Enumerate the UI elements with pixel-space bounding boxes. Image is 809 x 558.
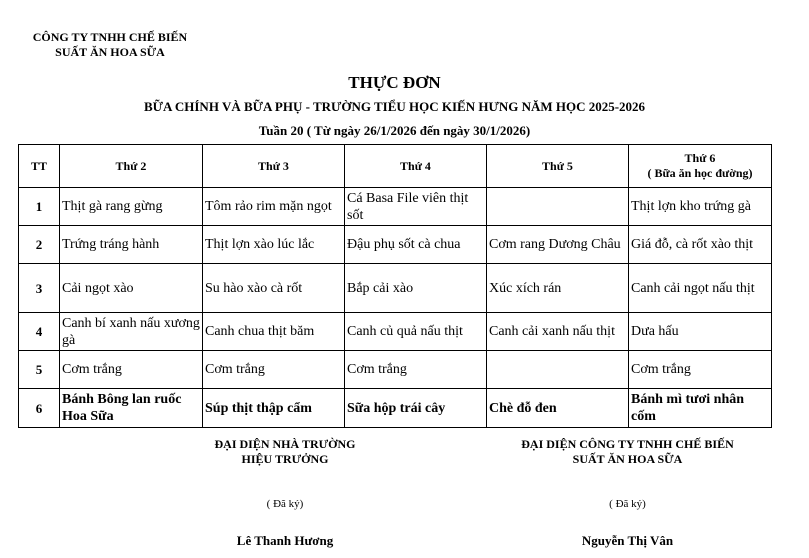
signature-school-line-2: HIỆU TRƯỞNG bbox=[241, 452, 329, 466]
cell-thu-2: Canh bí xanh nấu xương gà bbox=[60, 313, 203, 351]
signature-company-line-2: SUẤT ĂN HOA SỮA bbox=[572, 452, 683, 466]
cell-thu-3: Súp thịt thập cẩm bbox=[203, 389, 345, 428]
signature-company-name: Nguyễn Thị Vân bbox=[581, 533, 674, 548]
cell-thu-6: Giá đỗ, cà rốt xào thịt bbox=[629, 226, 772, 264]
table-row bbox=[19, 351, 772, 389]
cell-thu-4: Sữa hộp trái cây bbox=[345, 389, 487, 428]
company-name bbox=[10, 30, 210, 60]
cell-thu-6: Thịt lợn kho trứng gà bbox=[629, 188, 772, 226]
cell-thu-4: Canh củ quả nấu thịt bbox=[345, 313, 487, 351]
header-thu-5: Thứ 5 bbox=[487, 145, 629, 188]
table-row bbox=[19, 188, 772, 226]
week-range: Tuần 20 ( Từ ngày 26/1/2026 đến ngày 30/1/2026) bbox=[258, 123, 531, 138]
cell-thu-5: Cơm rang Dương Châu bbox=[487, 226, 629, 264]
header-thu-2: Thứ 2 bbox=[60, 145, 203, 188]
cell-thu-5: Chè đỗ đen bbox=[487, 389, 629, 428]
signature-school bbox=[170, 437, 400, 548]
row-number: 3 bbox=[19, 264, 60, 313]
menu-table bbox=[18, 144, 772, 428]
company-line-1: CÔNG TY TNHH CHẾ BIẾN bbox=[32, 30, 188, 44]
table-row bbox=[19, 313, 772, 351]
signature-company-line-1: ĐẠI DIỆN CÔNG TY TNHH CHẾ BIẾN bbox=[521, 437, 734, 451]
table-row bbox=[19, 226, 772, 264]
cell-thu-2: Cơm trắng bbox=[60, 351, 203, 389]
header-thu-6-label: Thứ 6 bbox=[684, 151, 716, 165]
cell-thu-5 bbox=[487, 351, 629, 389]
row-number: 2 bbox=[19, 226, 60, 264]
row-number: 5 bbox=[19, 351, 60, 389]
cell-thu-4: Bắp cải xào bbox=[345, 264, 487, 313]
table-row bbox=[19, 264, 772, 313]
row-number: 4 bbox=[19, 313, 60, 351]
cell-thu-3: Canh chua thịt băm bbox=[203, 313, 345, 351]
row-number: 6 bbox=[19, 389, 60, 428]
cell-thu-3: Tôm rảo rim mặn ngọt bbox=[203, 188, 345, 226]
cell-thu-6: Canh cải ngọt nấu thịt bbox=[629, 264, 772, 313]
cell-thu-3: Su hào xào cà rốt bbox=[203, 264, 345, 313]
cell-thu-3: Cơm trắng bbox=[203, 351, 345, 389]
header-thu-3: Thứ 3 bbox=[203, 145, 345, 188]
header-thu-6 bbox=[629, 145, 772, 188]
cell-thu-6: Cơm trắng bbox=[629, 351, 772, 389]
cell-thu-5: Xúc xích rán bbox=[487, 264, 629, 313]
cell-thu-4: Đậu phụ sốt cà chua bbox=[345, 226, 487, 264]
cell-thu-6: Bánh mì tươi nhân cốm bbox=[629, 389, 772, 428]
cell-thu-2: Bánh Bông lan ruốc Hoa Sữa bbox=[60, 389, 203, 428]
signature-school-name: Lê Thanh Hương bbox=[236, 533, 334, 548]
cell-thu-3: Thịt lợn xào lúc lắc bbox=[203, 226, 345, 264]
company-line-2: SUẤT ĂN HOA SỮA bbox=[55, 45, 165, 59]
signature-school-line-1: ĐẠI DIỆN NHÀ TRƯỜNG bbox=[214, 437, 356, 451]
cell-thu-2: Thịt gà rang gừng bbox=[60, 188, 203, 226]
cell-thu-4: Cơm trắng bbox=[345, 351, 487, 389]
cell-thu-4: Cá Basa File viên thịt sốt bbox=[345, 188, 487, 226]
header-thu-4: Thứ 4 bbox=[345, 145, 487, 188]
page-subtitle: BỮA CHÍNH VÀ BỮA PHỤ - TRƯỜNG TIỂU HỌC KIẾN HƯNG NĂM HỌC 2025-2026 bbox=[143, 99, 646, 114]
cell-thu-6: Dưa hấu bbox=[629, 313, 772, 351]
cell-thu-5 bbox=[487, 188, 629, 226]
table-header-row bbox=[19, 145, 772, 188]
header-tt: TT bbox=[19, 145, 60, 188]
cell-thu-2: Trứng tráng hành bbox=[60, 226, 203, 264]
header-thu-6-note: ( Bữa ăn học đường) bbox=[647, 166, 753, 180]
cell-thu-2: Cải ngọt xào bbox=[60, 264, 203, 313]
cell-thu-5: Canh cải xanh nấu thịt bbox=[487, 313, 629, 351]
row-number: 1 bbox=[19, 188, 60, 226]
table-row bbox=[19, 389, 772, 428]
page-title: THỰC ĐƠN bbox=[348, 73, 441, 92]
signature-company-signed: ( Đã ký) bbox=[609, 498, 646, 510]
signature-company bbox=[505, 437, 750, 548]
signature-school-signed: ( Đã ký) bbox=[266, 498, 304, 510]
